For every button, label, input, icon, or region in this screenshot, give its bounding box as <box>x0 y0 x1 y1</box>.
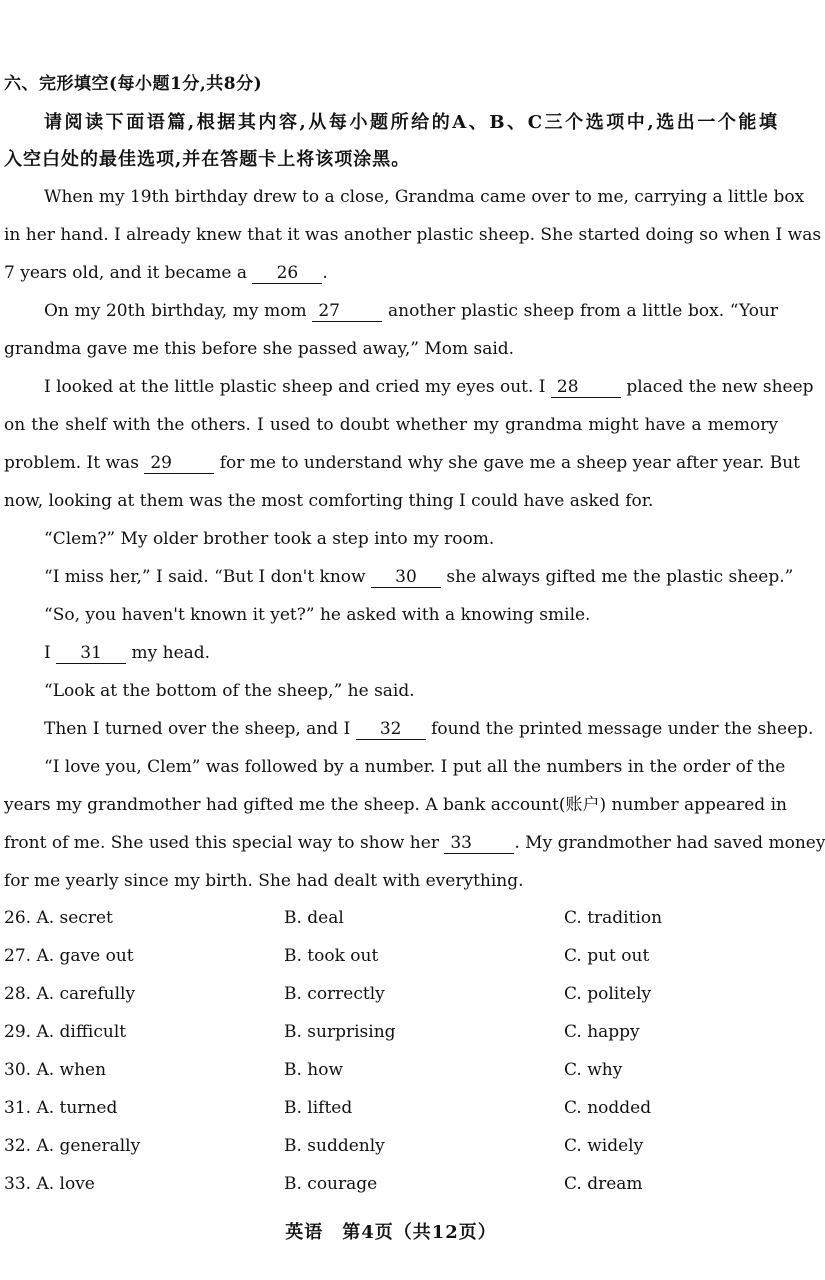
option-33-b: B. courage <box>284 1174 378 1194</box>
section-heading: 六、完形填空(每小题1分,共8分) <box>4 74 263 94</box>
passage-text: another plastic sheep from a little box. “Your <box>388 301 779 321</box>
passage-text: Then I turned over the sheep, and I <box>44 719 351 739</box>
instruction-line-1: 请阅读下面语篇,根据其内容,从每小题所给的A、B、C三个选项中,选出一个能填 <box>44 112 778 133</box>
option-29-b: B. surprising <box>284 1022 396 1042</box>
passage-line <box>44 375 814 399</box>
blank-28: 28 <box>551 377 621 398</box>
passage-line: “So, you haven't known it yet?” he asked with a knowing smile. <box>44 605 591 625</box>
passage-line <box>4 261 778 285</box>
option-31-b: B. lifted <box>284 1098 353 1118</box>
option-32-b: B. suddenly <box>284 1136 385 1156</box>
option-28-b: B. correctly <box>284 984 385 1004</box>
passage-text: problem. It was <box>4 453 139 473</box>
option-28-c: C. politely <box>564 984 652 1004</box>
passage-text: my head. <box>131 643 211 663</box>
option-27-a: 27. A. gave out <box>4 946 134 966</box>
passage-line: “Clem?” My older brother took a step into my room. <box>44 529 495 549</box>
option-30-a: 30. A. when <box>4 1060 107 1080</box>
option-33-c: C. dream <box>564 1174 643 1194</box>
passage-line <box>44 565 794 589</box>
passage-text: she always gifted me the plastic sheep.” <box>446 567 794 587</box>
passage-text: found the printed message under the sheep. <box>431 719 814 739</box>
option-32-c: C. widely <box>564 1136 644 1156</box>
option-33-a: 33. A. love <box>4 1174 95 1194</box>
option-27-c: C. put out <box>564 946 650 966</box>
passage-text: . <box>322 263 328 283</box>
passage-text: I looked at the little plastic sheep and cried my eyes out. I <box>44 377 546 397</box>
passage-line: years my grandmother had gifted me the sheep. A bank account(账户) number appeared in <box>4 795 787 815</box>
passage-text: “I miss her,” I said. “But I don't know <box>44 567 366 587</box>
option-26-b: B. deal <box>284 908 344 928</box>
passage-line <box>4 451 800 475</box>
passage-line <box>44 641 778 665</box>
passage-line <box>4 831 825 855</box>
passage-line: “Look at the bottom of the sheep,” he said. <box>44 681 415 701</box>
passage-line: grandma gave me this before she passed away,” Mom said. <box>4 339 515 359</box>
option-31-a: 31. A. turned <box>4 1098 118 1118</box>
option-29-c: C. happy <box>564 1022 640 1042</box>
option-27-b: B. took out <box>284 946 379 966</box>
passage-line: in her hand. I already knew that it was another plastic sheep. She started doing so when I was <box>4 225 822 245</box>
blank-26: 26 <box>252 263 322 284</box>
option-31-c: C. nodded <box>564 1098 652 1118</box>
passage-line: now, looking at them was the most comforting thing I could have asked for. <box>4 491 654 511</box>
instruction-line-2: 入空白处的最佳选项,并在答题卡上将该项涂黑。 <box>4 149 411 170</box>
passage-line: for me yearly since my birth. She had dealt with everything. <box>4 871 524 891</box>
passage-text: 7 years old, and it became a <box>4 263 247 283</box>
option-28-a: 28. A. carefully <box>4 984 136 1004</box>
option-30-b: B. how <box>284 1060 344 1080</box>
blank-33: 33 <box>444 833 514 854</box>
passage-text: I <box>44 643 51 663</box>
option-30-c: C. why <box>564 1060 623 1080</box>
option-32-a: 32. A. generally <box>4 1136 141 1156</box>
passage-line: on the shelf with the others. I used to doubt whether my grandma might have a memory <box>4 415 778 435</box>
option-26-c: C. tradition <box>564 908 663 928</box>
blank-27: 27 <box>312 301 382 322</box>
page-footer: 英语 第4页（共12页） <box>285 1222 497 1243</box>
passage-text: front of me. She used this special way to show her <box>4 833 439 853</box>
passage-line <box>44 299 778 323</box>
passage-line: When my 19th birthday drew to a close, Grandma came over to me, carrying a little box <box>44 187 805 207</box>
passage-text: On my 20th birthday, my mom <box>44 301 307 321</box>
passage-text: . My grandmother had saved money <box>514 833 825 853</box>
passage-text: placed the new sheep <box>626 377 814 397</box>
option-26-a: 26. A. secret <box>4 908 113 928</box>
option-29-a: 29. A. difficult <box>4 1022 127 1042</box>
blank-30: 30 <box>371 567 441 588</box>
blank-29: 29 <box>144 453 214 474</box>
blank-32: 32 <box>356 719 426 740</box>
blank-31: 31 <box>56 643 126 664</box>
passage-line: “I love you, Clem” was followed by a number. I put all the numbers in the order of the <box>44 757 786 777</box>
passage-text: for me to understand why she gave me a sheep year after year. But <box>219 453 800 473</box>
passage-line <box>44 717 814 741</box>
